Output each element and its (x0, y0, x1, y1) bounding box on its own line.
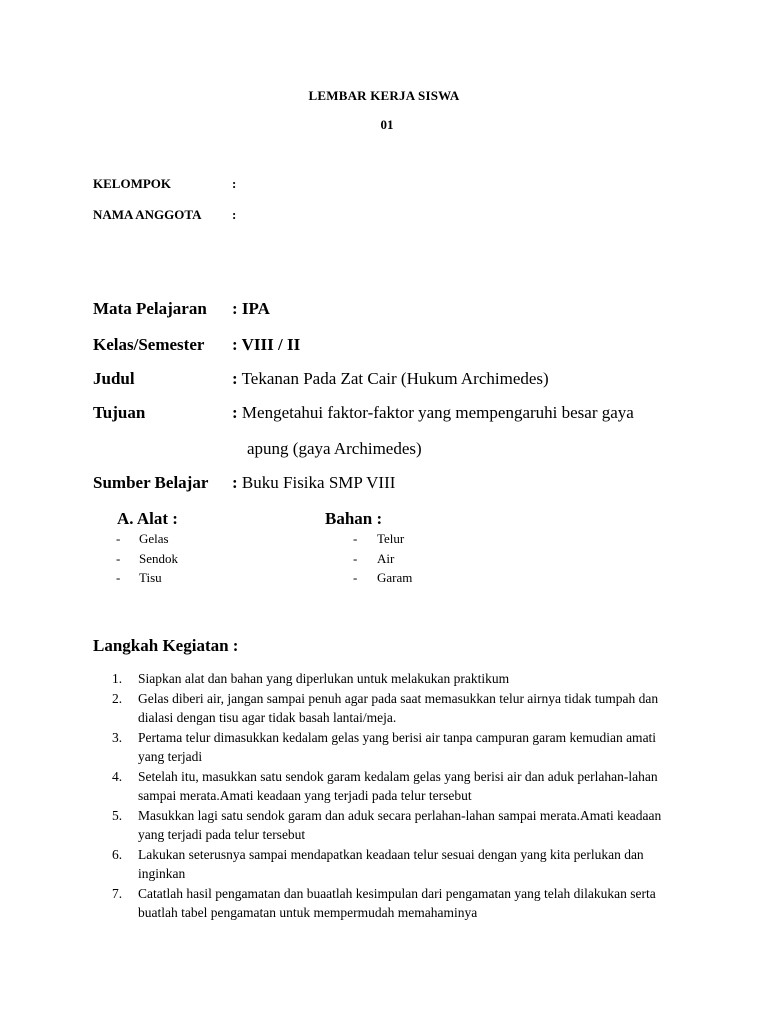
steps-list (112, 669, 672, 923)
step-text: Pertama telur dimasukkan kedalam gelas yang berisi air tanpa campuran garam kemudian amati yang terjadi (138, 729, 657, 764)
list-item (112, 728, 672, 767)
step-text: Masukkan lagi satu sendok garam dan aduk secara perlahan-lahan sampai merata.Amati keadaan yang terjadi pada telur tersebut (138, 807, 662, 842)
alat-heading: A. Alat : (117, 509, 178, 528)
step-text: Lakukan seterusnya sampai mendapatkan keadaan telur sesuai dengan yang kita perlukan dan inginkan (138, 846, 644, 881)
list-item (112, 884, 672, 923)
alat-item: Sendok (139, 551, 178, 566)
step-number: 1. (112, 671, 123, 686)
list-item (112, 767, 672, 806)
step-number: 5. (112, 807, 123, 823)
list-item (112, 845, 672, 884)
list-item (112, 806, 672, 845)
bahan-item: Garam (377, 570, 413, 585)
alat-bullet: - (116, 570, 121, 585)
list-item (112, 689, 672, 728)
judul-colon: : (232, 369, 238, 388)
mapel-label: Mata Pelajaran (93, 299, 207, 318)
tujuan-value-line1 (232, 403, 634, 423)
bahan-bullet: - (353, 570, 358, 585)
step-number: 2. (112, 690, 123, 706)
nama-anggota-colon: : (232, 207, 237, 222)
bahan-bullet: - (353, 551, 358, 566)
tujuan-value-1: Mengetahui faktor-faktor yang mempengaruhi besar gaya (237, 403, 634, 422)
kelas-label: Kelas/Semester (93, 335, 205, 354)
list-item (112, 669, 672, 689)
step-number: 3. (112, 729, 123, 745)
tujuan-value-line2: apung (gaya Archimedes) (247, 439, 422, 458)
tujuan-label: Tujuan (93, 403, 146, 422)
step-number: 7. (112, 885, 123, 901)
alat-bullet: - (116, 551, 121, 566)
tujuan-colon: : (232, 403, 238, 422)
step-text: Setelah itu, masukkan satu sendok garam kedalam gelas yang berisi air dan aduk perlahan-lahan sampai merata.Amati keadaan yang terjadi pada telur tersebut (138, 768, 658, 803)
worksheet-number: 01 (380, 117, 394, 132)
judul-value: Tekanan Pada Zat Cair (Hukum Archimedes) (237, 369, 549, 388)
bahan-item: Air (377, 551, 395, 566)
step-text: Catatlah hasil pengamatan dan buaatlah kesimpulan dari pengamatan yang telah dilakukan serta buatlah tabel pengamatan untuk mempermudah memahaminya (138, 885, 656, 920)
bahan-bullet: - (353, 531, 358, 546)
step-number: 6. (112, 846, 123, 862)
langkah-heading: Langkah Kegiatan : (93, 636, 239, 655)
kelas-value: : VIII / II (232, 335, 301, 354)
alat-item: Tisu (139, 570, 162, 585)
bahan-heading: Bahan : (325, 509, 383, 528)
step-number: 4. (112, 768, 123, 784)
sumber-colon: : (232, 473, 238, 492)
judul-value-line (232, 369, 549, 389)
sumber-label: Sumber Belajar (93, 473, 209, 492)
kelompok-colon: : (232, 176, 237, 191)
sumber-value-line (232, 473, 395, 493)
sumber-value: Buku Fisika SMP VIII (237, 473, 396, 492)
alat-item: Gelas (139, 531, 169, 546)
bahan-item: Telur (377, 531, 405, 546)
judul-label: Judul (93, 369, 135, 388)
step-text: Siapkan alat dan bahan yang diperlukan untuk melakukan praktikum (138, 671, 510, 686)
alat-bullet: - (116, 531, 121, 546)
nama-anggota-label: NAMA ANGGOTA (93, 207, 202, 222)
step-text: Gelas diberi air, jangan sampai penuh agar pada saat memasukkan telur airnya tidak tumpah dan dialasi dengan tisu agar tidak basah lantai/meja. (138, 690, 659, 725)
mapel-value: : IPA (232, 299, 270, 318)
worksheet-title: LEMBAR KERJA SISWA (308, 88, 460, 103)
kelompok-label: KELOMPOK (93, 176, 171, 191)
